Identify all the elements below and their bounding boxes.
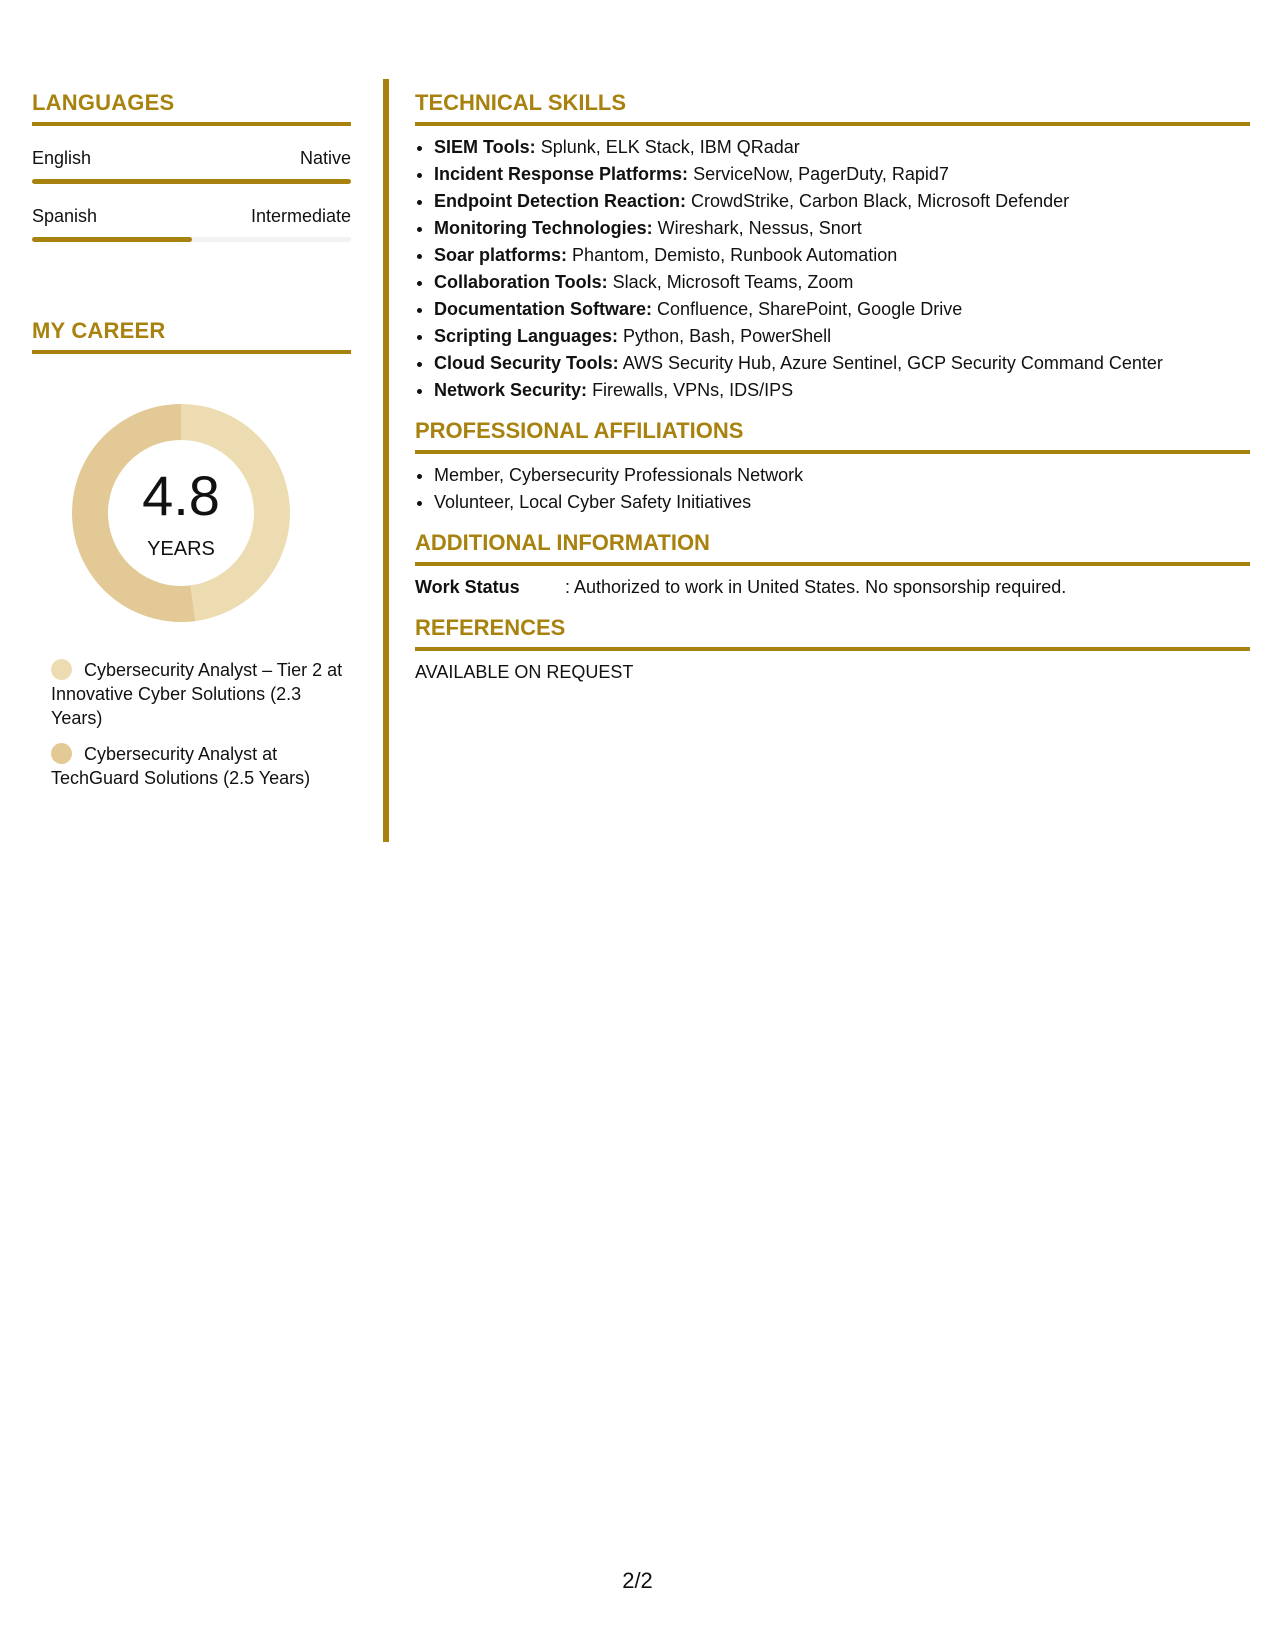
additional-info-title: ADDITIONAL INFORMATION: [415, 530, 1250, 566]
languages-title: LANGUAGES: [32, 90, 351, 126]
donut-center: [66, 398, 296, 628]
affiliations-list: [415, 462, 1250, 516]
references-title: REFERENCES: [415, 615, 1250, 651]
work-status-label: Work Status: [415, 577, 520, 597]
right-column: [415, 90, 1250, 700]
skill-item: [434, 323, 1250, 350]
legend-dot: [51, 659, 72, 680]
skill-label: SIEM Tools:: [434, 137, 536, 157]
skill-item: [434, 161, 1250, 188]
skill-label: Soar platforms:: [434, 245, 568, 265]
language-level: Intermediate: [250, 206, 351, 226]
skill-item: [434, 350, 1250, 377]
career-section: [32, 318, 351, 790]
career-legend-item: [51, 742, 351, 790]
language-bar-fill: [32, 237, 192, 242]
skill-value: Slack, Microsoft Teams, Zoom: [612, 272, 854, 292]
affiliations-section: [415, 418, 1250, 516]
language-name: Spanish: [32, 206, 98, 226]
skill-item: [434, 296, 1250, 323]
languages-section: [32, 90, 351, 242]
skill-label: Incident Response Platforms:: [434, 164, 689, 184]
page-number: 2/2: [622, 1568, 653, 1593]
language-item: [32, 148, 351, 184]
skill-value: Phantom, Demisto, Runbook Automation: [572, 245, 898, 265]
skill-label: Cloud Security Tools:: [434, 353, 619, 373]
career-donut-chart: [66, 398, 296, 628]
language-level: Native: [299, 148, 351, 168]
skill-value: Confluence, SharePoint, Google Drive: [657, 299, 963, 319]
references-section: [415, 615, 1250, 686]
work-status-value: : Authorized to work in United States. No sponsorship required.: [565, 577, 1067, 597]
skill-item: [434, 215, 1250, 242]
skill-value: Python, Bash, PowerShell: [623, 326, 832, 346]
references-text: AVAILABLE ON REQUEST: [415, 662, 634, 682]
skill-label: Monitoring Technologies:: [434, 218, 653, 238]
skill-label: Endpoint Detection Reaction:: [434, 191, 686, 211]
career-legend: [32, 658, 351, 790]
skill-value: Splunk, ELK Stack, IBM QRadar: [540, 137, 800, 157]
language-item: [32, 206, 351, 242]
additional-info-section: [415, 530, 1250, 601]
career-total-unit: YEARS: [147, 538, 215, 560]
career-legend-label: Cybersecurity Analyst at TechGuard Solutions (2.5 Years): [51, 744, 311, 788]
technical-skills-list: [415, 134, 1250, 404]
skill-label: Network Security:: [434, 380, 588, 400]
column-divider: [383, 79, 389, 842]
career-legend-item: [51, 658, 351, 730]
skill-value: Firewalls, VPNs, IDS/IPS: [592, 380, 794, 400]
technical-skills-title: TECHNICAL SKILLS: [415, 90, 1250, 126]
affiliations-title: PROFESSIONAL AFFILIATIONS: [415, 418, 1250, 454]
skill-value: Wireshark, Nessus, Snort: [657, 218, 862, 238]
skill-label: Collaboration Tools:: [434, 272, 608, 292]
skill-item: [434, 269, 1250, 296]
technical-skills-section: [415, 90, 1250, 404]
work-status-row: [415, 574, 1250, 601]
affiliation-item: • Volunteer, Local Cyber Safety Initiatives: [434, 489, 1250, 516]
skill-item: [434, 242, 1250, 269]
skill-value: CrowdStrike, Carbon Black, Microsoft Defender: [691, 191, 1070, 211]
left-column: [32, 90, 351, 802]
skill-item: [434, 188, 1250, 215]
skill-item: [434, 134, 1250, 161]
skill-value: AWS Security Hub, Azure Sentinel, GCP Security Command Center: [622, 353, 1163, 373]
skill-label: Documentation Software:: [434, 299, 653, 319]
language-bar-fill: [32, 179, 351, 184]
legend-dot: [51, 743, 72, 764]
skill-item: [434, 377, 1250, 404]
language-bar: [32, 237, 351, 242]
affiliation-item: • Member, Cybersecurity Professionals Network: [434, 462, 1250, 489]
skill-value: ServiceNow, PagerDuty, Rapid7: [693, 164, 949, 184]
language-bar: [32, 179, 351, 184]
career-legend-label: Cybersecurity Analyst – Tier 2 at Innovative Cyber Solutions (2.3 Years): [51, 660, 343, 728]
career-total-years: 4.8: [142, 464, 220, 527]
career-title: MY CAREER: [32, 318, 351, 354]
skill-label: Scripting Languages:: [434, 326, 619, 346]
language-name: English: [32, 148, 92, 168]
